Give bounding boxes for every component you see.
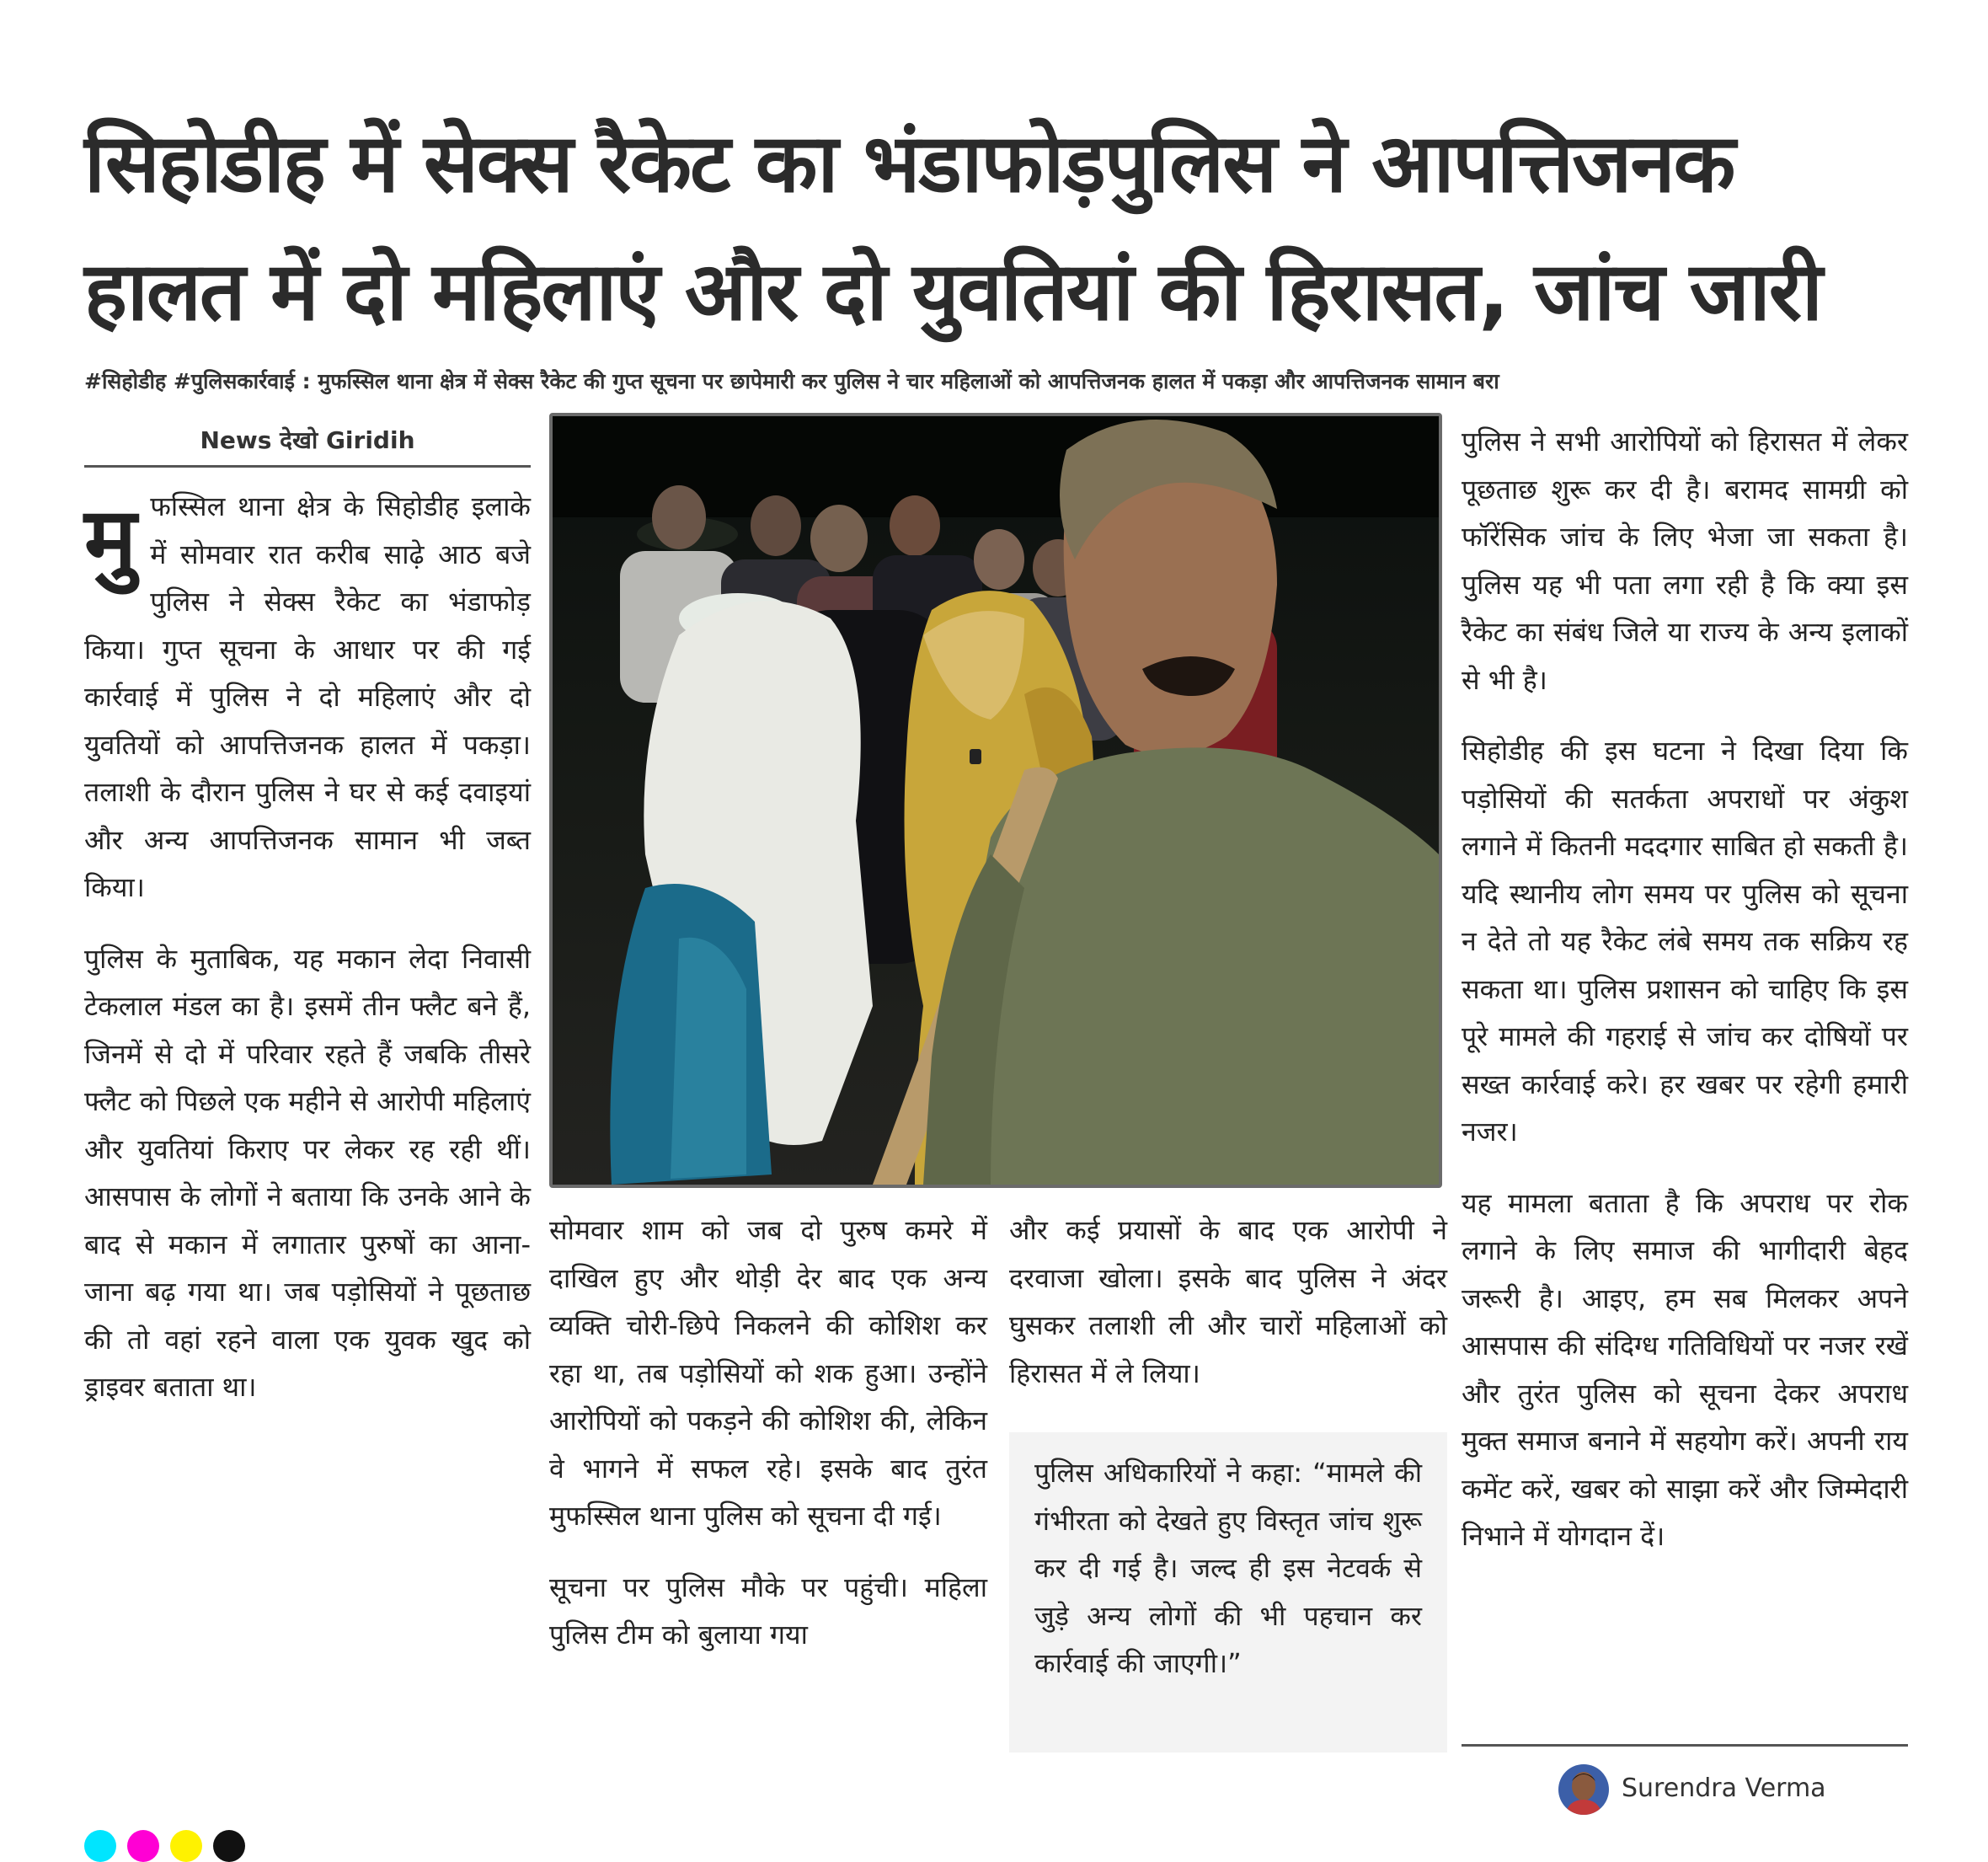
cyan-dot (84, 1830, 116, 1862)
paragraph-8: यह मामला बताता है कि अपराध पर रोक लगाने के लिए समाज की भागीदारी बेहद जरूरी है। आइए, हम सब मिलकर अपने आसपास की संदिग्ध गतिविधियों पर नजर रखें और तुरंत पुलिस को सूचना देकर अपराध मुक्त समाज बनाने में सहयोग करें। अपनी राय कमेंट करें, खबर को साझा करें और जिम्मेदारी निभाने में योगदान दें। (1462, 1186, 1908, 1552)
headline-line-1: सिहोडीह में सेक्स रैकेट का भंडाफोड़पुलिस ने आपत्तिजनक (84, 116, 1734, 211)
paragraph-4: सूचना पर पुलिस मौके पर पहुंची। महिला पुलिस टीम को बुलाया गया (549, 1570, 987, 1651)
news-photo-image (553, 416, 1439, 1185)
avatar-image (1558, 1764, 1609, 1815)
paragraph-6: पुलिस ने सभी आरोपियों को हिरासत में लेकर पूछताछ शुरू कर दी है। बरामद सामग्री को फॉरेंसिक जांच के लिए भेजा जा सकता है। पुलिस यह भी पता लगा रही है कि क्या इस रैकेट का संबंध जिले या राज्य के अन्य इलाकों से भी है। (1462, 425, 1908, 696)
pull-quote (1009, 1432, 1447, 1752)
author-divider (1462, 1744, 1908, 1747)
source-divider (84, 465, 531, 468)
headline (84, 99, 1921, 356)
article-column-3 (1009, 1207, 1447, 1421)
paragraph-1-text: फस्सिल थाना क्षेत्र के सिहोडीह इलाके में सोमवार रात करीब साढ़े आठ बजे पुलिस ने सेक्स रैकेट का भंडाफोड़ किया। गुप्त सूचना के आधार पर की गई कार्रवाई में पुलिस ने दो महिलाएं और दो युवतियों को आपत्तिजनक हालत में पकड़ा। तलाशी के दौरान पुलिस ने घर से कई दवाइयां और अन्य आपत्तिजनक सामान भी जब्त किया। (84, 490, 531, 903)
paragraph-2: पुलिस के मुताबिक, यह मकान लेदा निवासी टेकलाल मंडल का है। इसमें तीन फ्लैट बने हैं, जिनमें से दो में परिवार रहते हैं जबकि तीसरे फ्लैट को पिछले एक महीने से आरोपी महिलाएं और युवतियां किराए पर लेकर रह रही थीं। आसपास के लोगों ने बताया कि उनके आने के बाद से मकान में लगातार पुरुषों का आना-जाना बढ़ गया था। जब पड़ोसियों ने पूछताछ की तो वहां रहने वाला एक युवक खुद को ड्राइवर बताता था। (84, 942, 531, 1403)
article-column-1 (84, 483, 531, 1435)
pull-quote-text: पुलिस अधिकारियों ने कहा: “मामले की गंभीरता को देखते हुए विस्तृत जांच शुरू कर दी गई है। जल्द ही इस नेटवर्क से जुड़े अन्य लोगों की भी पहचान कर कार्रवाई की जाएगी।” (1034, 1457, 1422, 1679)
news-photo (549, 413, 1442, 1188)
source-label: News देखो Giridih (200, 426, 415, 454)
magenta-dot (127, 1830, 159, 1862)
black-dot (213, 1830, 245, 1862)
paragraph-3: सोमवार शाम को जब दो पुरुष कमरे में दाखिल हुए और थोड़ी देर बाद एक अन्य व्यक्ति चोरी-छिपे निकलने की कोशिश कर रहा था, तब पड़ोसियों को शक हुआ। उन्होंने आरोपियों को पकड़ने की कोशिश की, लेकिन वे भागने में सफल रहे। इसके बाद तुरंत मुफस्सिल थाना पुलिस को सूचना दी गई। (549, 1214, 987, 1532)
yellow-dot (170, 1830, 202, 1862)
article-column-4 (1462, 418, 1908, 1584)
tagline: #सिहोडीह #पुलिसकार्रवाई : मुफस्सिल थाना क्षेत्र में सेक्स रैकेट की गुप्त सूचना पर छापेमारी कर पुलिस ने चार महिलाओं को आपत्तिजनक हालत में पकड़ा और आपत्तिजनक सामान बरा (84, 369, 1499, 393)
headline-line-2: हालत में दो महिलाएं और दो युवतियां की हिरासत, जांच जारी (84, 244, 1821, 339)
drop-cap: मु (84, 488, 137, 591)
article-column-2 (549, 1207, 987, 1683)
author-avatar (1558, 1764, 1609, 1815)
paragraph-7: सिहोडीह की इस घटना ने दिखा दिया कि पड़ोसियों की सतर्कता अपराधों पर अंकुश लगाने में कितनी मददगार साबित हो सकती है। यदि स्थानीय लोग समय पर पुलिस को सूचना न देते तो यह रैकेट लंबे समय तक सक्रिय रह सकता था। पुलिस प्रशासन को चाहिए कि इस पूरे मामले की गहराई से जांच कर दोषियों पर सख्त कार्रवाई करे। हर खबर पर रहेगी हमारी नजर। (1462, 735, 1908, 1148)
author-name: Surendra Verma (1622, 1774, 1826, 1803)
paragraph-5: और कई प्रयासों के बाद एक आरोपी ने दरवाजा खोला। इसके बाद पुलिस ने अंदर घुसकर तलाशी ली और चारों महिलाओं को हिरासत में ले लिया। (1009, 1214, 1447, 1389)
paragraph-1 (84, 483, 531, 912)
